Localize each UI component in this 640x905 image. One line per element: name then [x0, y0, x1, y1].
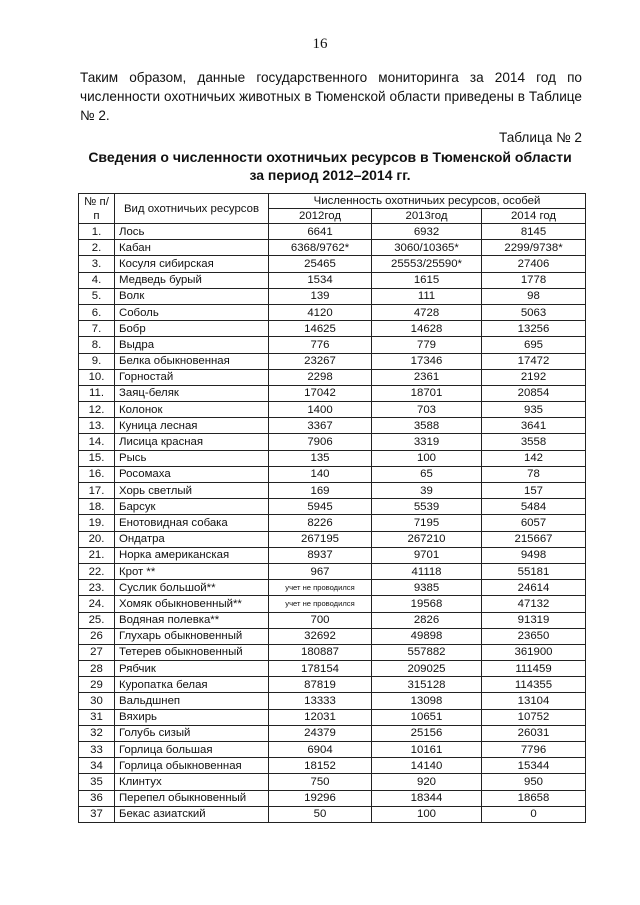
- table-title-line2: за период 2012–2014 гг.: [249, 167, 411, 183]
- count-2012-cell: 6904: [269, 742, 372, 758]
- species-name-cell: Суслик большой**: [115, 580, 269, 596]
- row-number-cell: 16.: [79, 466, 115, 482]
- row-number-cell: 21.: [79, 547, 115, 563]
- count-2013-cell: 1615: [372, 272, 482, 288]
- table-row: [79, 758, 586, 774]
- count-2013-cell: 4728: [372, 304, 482, 320]
- table-row: [79, 596, 586, 612]
- count-2013-cell: 557882: [372, 644, 482, 660]
- table-row: [79, 224, 586, 240]
- count-2013-cell: 315128: [372, 677, 482, 693]
- row-number-cell: 30: [79, 693, 115, 709]
- species-name-cell: Тетерев обыкновенный: [115, 644, 269, 660]
- species-name-cell: Вяхирь: [115, 709, 269, 725]
- table-title: [60, 148, 600, 184]
- count-2013-cell: 17346: [372, 353, 482, 369]
- table-row: [79, 321, 586, 337]
- row-number-cell: 17.: [79, 483, 115, 499]
- intro-paragraph: Таким образом, данные государственного мониторинга за 2014 год по численности охотничьих животных в Тюменской области приведены в Таблице № 2.: [80, 70, 582, 123]
- count-2013-cell: 111: [372, 288, 482, 304]
- count-2013-cell: 267210: [372, 531, 482, 547]
- row-number-cell: 18.: [79, 499, 115, 515]
- count-2014-cell: 5063: [482, 304, 586, 320]
- count-2012-cell: 3367: [269, 418, 372, 434]
- species-name-cell: Куропатка белая: [115, 677, 269, 693]
- count-2013-cell: 5539: [372, 499, 482, 515]
- species-name-cell: Енотовидная собака: [115, 515, 269, 531]
- count-2014-cell: 215667: [482, 531, 586, 547]
- count-2014-cell: 26031: [482, 725, 586, 741]
- table-row: [79, 580, 586, 596]
- count-2013-cell: 209025: [372, 661, 482, 677]
- count-2012-cell: 4120: [269, 304, 372, 320]
- table-row: [79, 353, 586, 369]
- table-row: [79, 547, 586, 563]
- count-2014-cell: 3641: [482, 418, 586, 434]
- table-row: [79, 677, 586, 693]
- count-2014-cell: 18658: [482, 790, 586, 806]
- count-2013-cell: 10651: [372, 709, 482, 725]
- table-row: [79, 385, 586, 401]
- count-2013-cell: 9701: [372, 547, 482, 563]
- count-2012-cell: 12031: [269, 709, 372, 725]
- table-row: [79, 774, 586, 790]
- count-2014-cell: 9498: [482, 547, 586, 563]
- count-2013-cell: 703: [372, 402, 482, 418]
- species-name-cell: Барсук: [115, 499, 269, 515]
- row-number-cell: 32: [79, 725, 115, 741]
- count-2013-cell: 2361: [372, 369, 482, 385]
- count-2013-cell: 779: [372, 337, 482, 353]
- table-row: [79, 693, 586, 709]
- header-2012: 2012год: [269, 209, 372, 224]
- count-2014-cell: 27406: [482, 256, 586, 272]
- count-2012-cell: 967: [269, 563, 372, 579]
- count-2014-cell: 13104: [482, 693, 586, 709]
- count-2014-cell: 2299/9738*: [482, 240, 586, 256]
- count-2014-cell: 114355: [482, 677, 586, 693]
- species-name-cell: Косуля сибирская: [115, 256, 269, 272]
- count-2012-cell: 267195: [269, 531, 372, 547]
- count-2012-cell: 19296: [269, 790, 372, 806]
- count-2014-cell: 111459: [482, 661, 586, 677]
- table-row: [79, 725, 586, 741]
- row-number-cell: 13.: [79, 418, 115, 434]
- species-name-cell: Крот **: [115, 563, 269, 579]
- header-count-group: Численность охотничьих ресурсов, особей: [269, 194, 586, 209]
- table-row: [79, 628, 586, 644]
- row-number-cell: 33: [79, 742, 115, 758]
- species-name-cell: Хорь светлый: [115, 483, 269, 499]
- count-2014-cell: 55181: [482, 563, 586, 579]
- table-row: [79, 304, 586, 320]
- species-name-cell: Горлица большая: [115, 742, 269, 758]
- species-name-cell: Глухарь обыкновенный: [115, 628, 269, 644]
- row-number-cell: 19.: [79, 515, 115, 531]
- count-2013-cell: 6932: [372, 224, 482, 240]
- count-2014-cell: 20854: [482, 385, 586, 401]
- count-2012-cell: 5945: [269, 499, 372, 515]
- count-2014-cell: 7796: [482, 742, 586, 758]
- count-2014-cell: 91319: [482, 612, 586, 628]
- row-number-cell: 35: [79, 774, 115, 790]
- count-2012-cell: 776: [269, 337, 372, 353]
- species-name-cell: Норка американская: [115, 547, 269, 563]
- count-2014-cell: 8145: [482, 224, 586, 240]
- count-2013-cell: 41118: [372, 563, 482, 579]
- table-row: [79, 806, 586, 822]
- count-2012-cell: 169: [269, 483, 372, 499]
- count-2012-cell: 6641: [269, 224, 372, 240]
- table-row: [79, 661, 586, 677]
- table-row: [79, 531, 586, 547]
- row-number-cell: 9.: [79, 353, 115, 369]
- page-number: 16: [312, 36, 328, 52]
- count-2014-cell: 1778: [482, 272, 586, 288]
- species-table: [78, 193, 586, 823]
- table-header-row: [79, 194, 586, 209]
- count-2013-cell: 18701: [372, 385, 482, 401]
- header-2013: 2013год: [372, 209, 482, 224]
- count-2014-cell: 98: [482, 288, 586, 304]
- count-2013-cell: 2826: [372, 612, 482, 628]
- row-number-cell: 11.: [79, 385, 115, 401]
- table-row: [79, 240, 586, 256]
- row-number-cell: 26: [79, 628, 115, 644]
- count-2012-cell: 8226: [269, 515, 372, 531]
- count-2013-cell: 25553/25590*: [372, 256, 482, 272]
- row-number-cell: 7.: [79, 321, 115, 337]
- count-2013-cell: 65: [372, 466, 482, 482]
- count-2012-cell: учет не проводился: [269, 580, 372, 596]
- count-2013-cell: 18344: [372, 790, 482, 806]
- species-name-cell: Бекас азиатский: [115, 806, 269, 822]
- row-number-cell: 12.: [79, 402, 115, 418]
- table-row: [79, 402, 586, 418]
- count-2012-cell: 750: [269, 774, 372, 790]
- species-name-cell: Горностай: [115, 369, 269, 385]
- table-row: [79, 499, 586, 515]
- row-number-cell: 29: [79, 677, 115, 693]
- count-2014-cell: 78: [482, 466, 586, 482]
- header-2014: 2014 год: [482, 209, 586, 224]
- count-2014-cell: 47132: [482, 596, 586, 612]
- count-2012-cell: учет не проводился: [269, 596, 372, 612]
- count-2012-cell: 13333: [269, 693, 372, 709]
- row-number-cell: 10.: [79, 369, 115, 385]
- row-number-cell: 23.: [79, 580, 115, 596]
- header-species: Вид охотничьих ресурсов: [115, 194, 269, 224]
- table-row: [79, 450, 586, 466]
- count-2012-cell: 23267: [269, 353, 372, 369]
- table-row: [79, 709, 586, 725]
- count-2012-cell: 24379: [269, 725, 372, 741]
- count-2013-cell: 9385: [372, 580, 482, 596]
- count-2014-cell: 17472: [482, 353, 586, 369]
- count-2014-cell: 2192: [482, 369, 586, 385]
- species-name-cell: Перепел обыкновенный: [115, 790, 269, 806]
- row-number-cell: 1.: [79, 224, 115, 240]
- table-row: [79, 272, 586, 288]
- table-row: [79, 563, 586, 579]
- row-number-cell: 5.: [79, 288, 115, 304]
- species-name-cell: Хомяк обыкновенный**: [115, 596, 269, 612]
- count-2014-cell: 6057: [482, 515, 586, 531]
- row-number-cell: 4.: [79, 272, 115, 288]
- count-2014-cell: 142: [482, 450, 586, 466]
- count-2012-cell: 14625: [269, 321, 372, 337]
- species-name-cell: Соболь: [115, 304, 269, 320]
- row-number-cell: 2.: [79, 240, 115, 256]
- row-number-cell: 27: [79, 644, 115, 660]
- species-name-cell: Волк: [115, 288, 269, 304]
- row-number-cell: 25.: [79, 612, 115, 628]
- count-2012-cell: 50: [269, 806, 372, 822]
- count-2012-cell: 8937: [269, 547, 372, 563]
- table-row: [79, 337, 586, 353]
- row-number-cell: 8.: [79, 337, 115, 353]
- species-name-cell: Вальдшнеп: [115, 693, 269, 709]
- row-number-cell: 34: [79, 758, 115, 774]
- species-name-cell: Рябчик: [115, 661, 269, 677]
- count-2014-cell: 24614: [482, 580, 586, 596]
- count-2014-cell: 157: [482, 483, 586, 499]
- table-container: [78, 193, 586, 823]
- count-2012-cell: 1400: [269, 402, 372, 418]
- count-2012-cell: 32692: [269, 628, 372, 644]
- count-2013-cell: 100: [372, 806, 482, 822]
- count-2012-cell: 17042: [269, 385, 372, 401]
- count-2013-cell: 7195: [372, 515, 482, 531]
- species-name-cell: Рысь: [115, 450, 269, 466]
- table-row: [79, 466, 586, 482]
- table-row: [79, 369, 586, 385]
- count-2014-cell: 950: [482, 774, 586, 790]
- count-2012-cell: 139: [269, 288, 372, 304]
- count-2012-cell: 135: [269, 450, 372, 466]
- count-2013-cell: 25156: [372, 725, 482, 741]
- species-name-cell: Куница лесная: [115, 418, 269, 434]
- species-name-cell: Бобр: [115, 321, 269, 337]
- species-name-cell: Белка обыкновенная: [115, 353, 269, 369]
- row-number-cell: 3.: [79, 256, 115, 272]
- count-2014-cell: 10752: [482, 709, 586, 725]
- count-2013-cell: 3319: [372, 434, 482, 450]
- species-name-cell: Колонок: [115, 402, 269, 418]
- count-2013-cell: 3588: [372, 418, 482, 434]
- count-2014-cell: 361900: [482, 644, 586, 660]
- row-number-cell: 24.: [79, 596, 115, 612]
- count-2012-cell: 1534: [269, 272, 372, 288]
- table-caption: Таблица № 2: [499, 130, 582, 145]
- row-number-cell: 22.: [79, 563, 115, 579]
- count-2012-cell: 178154: [269, 661, 372, 677]
- table-row: [79, 612, 586, 628]
- count-2012-cell: 25465: [269, 256, 372, 272]
- table-row: [79, 742, 586, 758]
- species-name-cell: Голубь сизый: [115, 725, 269, 741]
- species-name-cell: Лисица красная: [115, 434, 269, 450]
- count-2014-cell: 5484: [482, 499, 586, 515]
- row-number-cell: 36: [79, 790, 115, 806]
- species-name-cell: Водяная полевка**: [115, 612, 269, 628]
- count-2012-cell: 7906: [269, 434, 372, 450]
- table-row: [79, 790, 586, 806]
- species-name-cell: Выдра: [115, 337, 269, 353]
- count-2014-cell: 0: [482, 806, 586, 822]
- count-2012-cell: 6368/9762*: [269, 240, 372, 256]
- row-number-cell: 14.: [79, 434, 115, 450]
- species-name-cell: Заяц-беляк: [115, 385, 269, 401]
- count-2014-cell: 13256: [482, 321, 586, 337]
- count-2013-cell: 39: [372, 483, 482, 499]
- species-name-cell: Кабан: [115, 240, 269, 256]
- count-2013-cell: 920: [372, 774, 482, 790]
- table-title-line1: Сведения о численности охотничьих ресурсов в Тюменской области: [88, 149, 572, 165]
- species-name-cell: Медведь бурый: [115, 272, 269, 288]
- count-2013-cell: 49898: [372, 628, 482, 644]
- species-name-cell: Лось: [115, 224, 269, 240]
- species-name-cell: Горлица обыкновенная: [115, 758, 269, 774]
- count-2012-cell: 140: [269, 466, 372, 482]
- table-body: [79, 224, 586, 823]
- header-num: № п/п: [79, 194, 115, 224]
- row-number-cell: 28: [79, 661, 115, 677]
- table-row: [79, 644, 586, 660]
- count-2014-cell: 3558: [482, 434, 586, 450]
- count-2014-cell: 695: [482, 337, 586, 353]
- table-row: [79, 288, 586, 304]
- table-row: [79, 483, 586, 499]
- count-2014-cell: 23650: [482, 628, 586, 644]
- count-2012-cell: 700: [269, 612, 372, 628]
- count-2013-cell: 19568: [372, 596, 482, 612]
- species-name-cell: Клинтух: [115, 774, 269, 790]
- count-2012-cell: 18152: [269, 758, 372, 774]
- table-row: [79, 256, 586, 272]
- count-2012-cell: 87819: [269, 677, 372, 693]
- row-number-cell: 6.: [79, 304, 115, 320]
- row-number-cell: 37: [79, 806, 115, 822]
- table-row: [79, 434, 586, 450]
- count-2013-cell: 100: [372, 450, 482, 466]
- species-name-cell: Росомаха: [115, 466, 269, 482]
- count-2012-cell: 180887: [269, 644, 372, 660]
- count-2013-cell: 14140: [372, 758, 482, 774]
- count-2013-cell: 14628: [372, 321, 482, 337]
- count-2014-cell: 935: [482, 402, 586, 418]
- count-2014-cell: 15344: [482, 758, 586, 774]
- species-name-cell: Ондатра: [115, 531, 269, 547]
- row-number-cell: 15.: [79, 450, 115, 466]
- row-number-cell: 20.: [79, 531, 115, 547]
- count-2013-cell: 3060/10365*: [372, 240, 482, 256]
- table-row: [79, 515, 586, 531]
- count-2012-cell: 2298: [269, 369, 372, 385]
- count-2013-cell: 10161: [372, 742, 482, 758]
- table-row: [79, 418, 586, 434]
- row-number-cell: 31: [79, 709, 115, 725]
- count-2013-cell: 13098: [372, 693, 482, 709]
